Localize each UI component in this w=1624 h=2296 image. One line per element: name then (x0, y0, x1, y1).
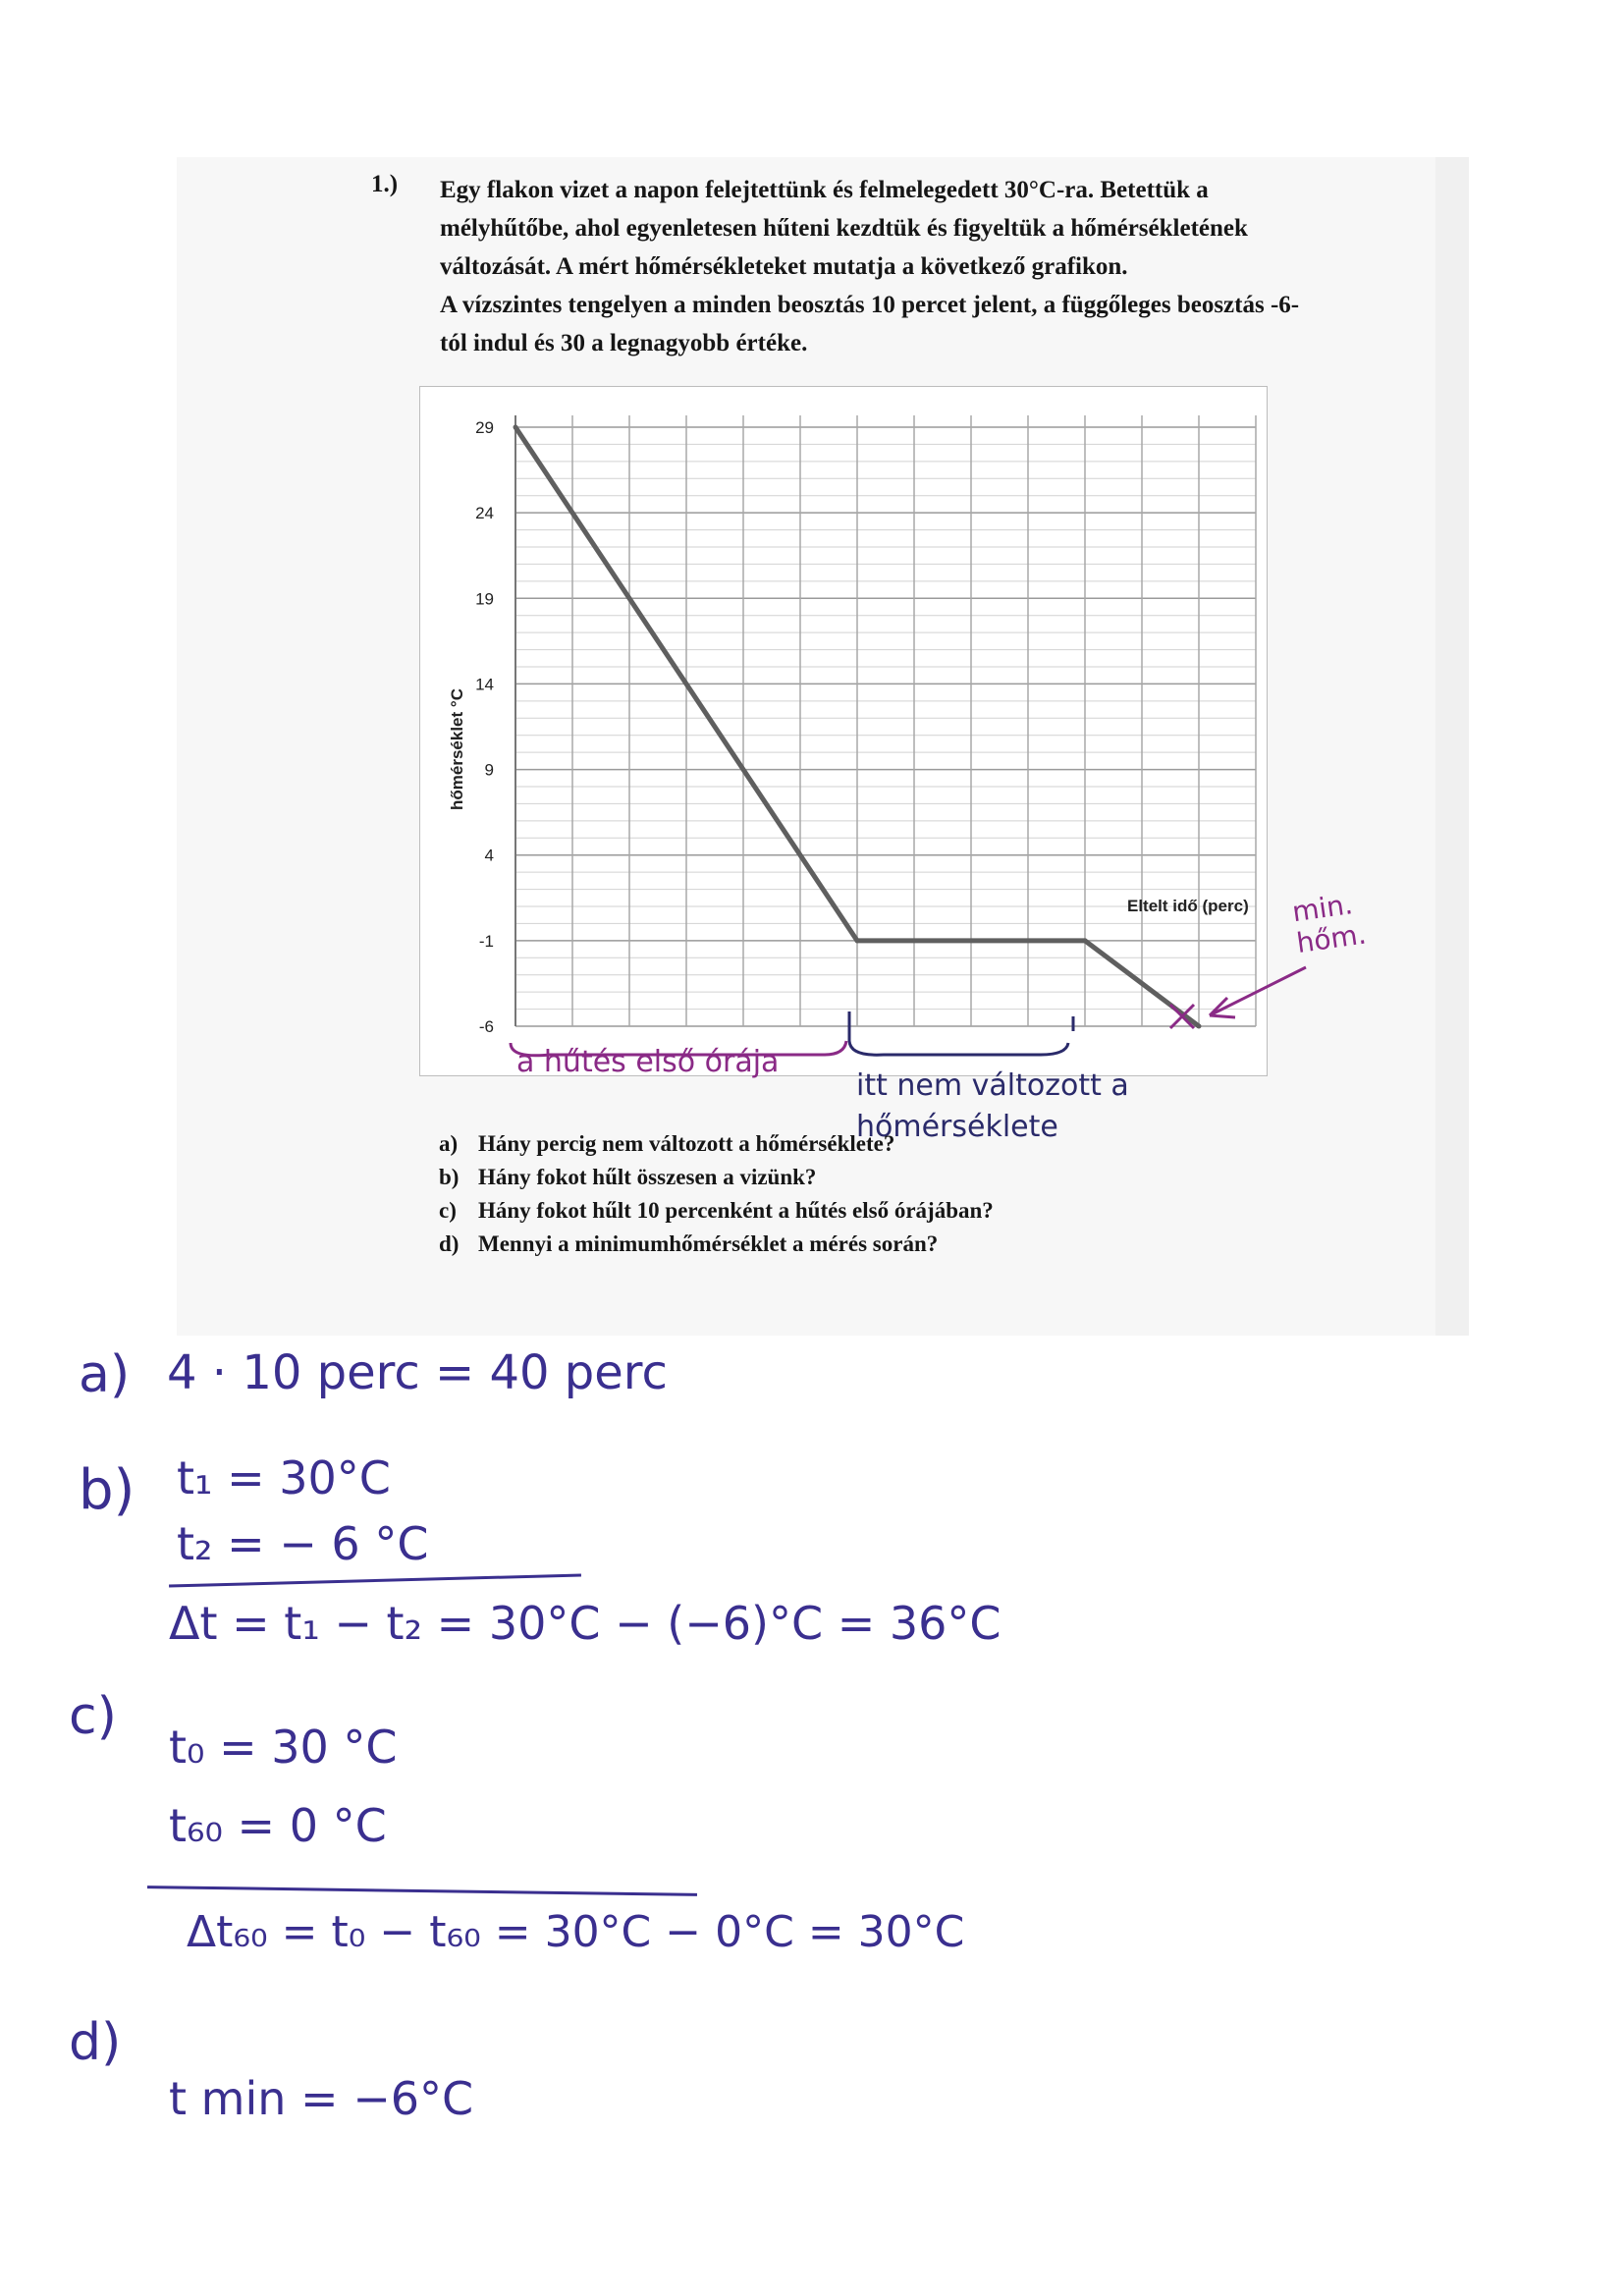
answer-b-result: Δt = t₁ − t₂ = 30°C − (−6)°C = 36°C (169, 1597, 1001, 1650)
first-hour-note: a hűtés első órája (516, 1045, 780, 1079)
question-text: Hány fokot hűlt összesen a vizünk? (478, 1165, 817, 1189)
answer-b-t1: t₁ = 30°C (177, 1451, 391, 1504)
y-tick-label: 9 (484, 760, 494, 780)
question-text: Mennyi a minimumhőmérséklet a mérés során? (478, 1231, 939, 1256)
answer-a-text: 4 · 10 perc = 40 perc (167, 1345, 668, 1400)
question-letter: d) (439, 1231, 460, 1256)
y-tick-label: -6 (478, 1017, 494, 1036)
constant-note: itt nem változott a hőmérséklete (856, 1068, 1129, 1144)
question-letter: a) (439, 1131, 459, 1156)
task-line: A vízszintes tengelyen a minden beosztás 10 percet jelent, a függőleges beosztás -6- (440, 292, 1300, 318)
question-item (439, 1194, 994, 1228)
task-line: változását. A mért hőmérsékleteket mutatja a következő grafikon. (440, 253, 1128, 280)
question-list (439, 1127, 994, 1261)
constant-brace (849, 1011, 1068, 1055)
answer-d-label: d) (69, 2013, 122, 2072)
answer-b-label: b) (79, 1458, 135, 1522)
question-item (439, 1127, 994, 1161)
minimum-x-icon (1170, 1005, 1194, 1028)
task-line: tól indul és 30 a legnagyobb értéke. (440, 330, 808, 356)
task-line: mélyhűtőbe, ahol egyenletesen hűteni kezdtük és figyeltük a hőmérsékletének (440, 215, 1248, 242)
answer-c-result: Δt₆₀ = t₀ − t₆₀ = 30°C − 0°C = 30°C (187, 1907, 965, 1957)
question-text: Hány fokot hűlt 10 percenként a hűtés első órájában? (478, 1198, 994, 1223)
y-tick-label: -1 (478, 931, 494, 951)
answer-a-label: a) (79, 1345, 131, 1404)
min-temp-note: min. hőm. (1289, 888, 1369, 960)
y-tick-label: 4 (484, 846, 494, 865)
y-tick-label: 19 (475, 589, 494, 609)
task-number: 1.) (371, 171, 399, 197)
question-item (439, 1228, 994, 1261)
y-axis-label: hőmérséklet °C (448, 688, 466, 810)
answer-c-t0: t₀ = 30 °C (169, 1721, 398, 1774)
question-item (439, 1161, 994, 1194)
question-letter: c) (439, 1198, 457, 1223)
arrow-icon (1210, 967, 1306, 1017)
question-text: Hány percig nem változott a hőmérséklete? (478, 1131, 895, 1156)
y-tick-label: 14 (475, 675, 494, 694)
x-axis-label: Eltelt idő (perc) (1127, 897, 1249, 915)
task-line: Egy flakon vizet a napon felejtettünk és felmelegedett 30°C-ra. Betettük a (440, 177, 1209, 203)
answer-b-t2: t₂ = − 6 °C (177, 1517, 429, 1570)
question-letter: b) (439, 1165, 460, 1189)
answer-c-t60: t₆₀ = 0 °C (169, 1799, 387, 1852)
y-tick-label: 24 (475, 504, 494, 523)
answer-d-text: t min = −6°C (169, 2072, 474, 2125)
answer-c-label: c) (69, 1687, 117, 1746)
y-tick-label: 29 (475, 418, 494, 437)
